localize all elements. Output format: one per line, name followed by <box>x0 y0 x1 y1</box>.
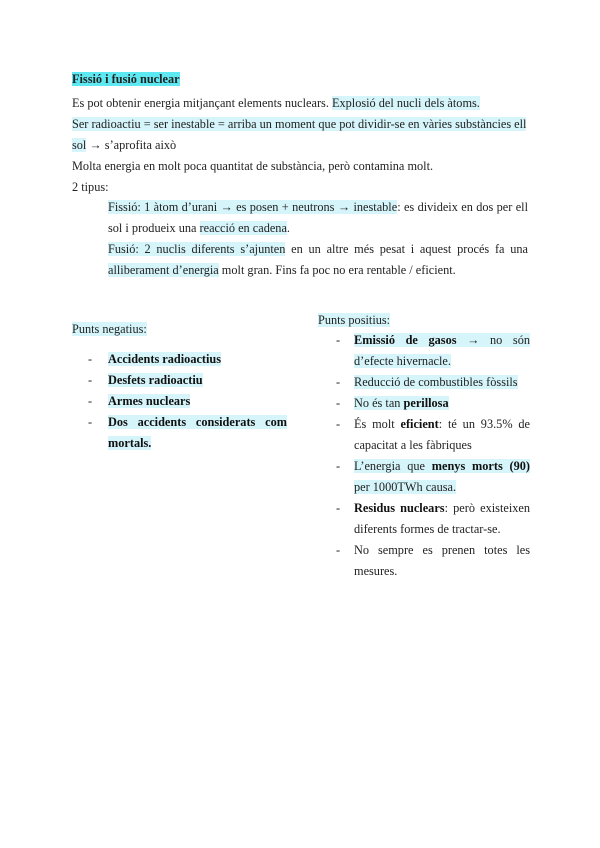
positive-points-column <box>318 313 530 582</box>
positive-points-heading: Punts positius: <box>318 313 391 327</box>
list-item: - Accidents radioactius <box>88 352 222 366</box>
list-item: - L’energia que menys morts (90) per 1000TWh causa. <box>336 459 530 494</box>
intro-line-2: Ser radioactiu = ser inestable = arriba un moment que pot dividir-se en vàries substàncies ell <box>72 117 527 131</box>
fusio-paragraph: Fusió: 2 nuclis diferents s’ajunten en un altre més pesat i aquest procés fa una alliberament d’energia molt gran. Fins fa poc no era rentable / eficient. <box>108 242 529 277</box>
list-item: - Dos accidents considerats com mortals. <box>88 415 287 450</box>
negative-points-heading: Punts negatius: <box>72 322 147 336</box>
list-item: - Reducció de combustibles fòssils <box>336 375 518 389</box>
list-item: - No és tan perillosa <box>336 396 449 410</box>
positive-points-list <box>318 330 530 582</box>
types-label: 2 tipus: <box>72 180 109 194</box>
list-item: - Emissió de gasos → no són d’efecte hivernacle. <box>336 333 530 368</box>
negative-points-list <box>72 349 287 454</box>
list-item: - Residus nuclears: però existeixen diferents formes de tractar-se. <box>336 501 530 536</box>
document-title: Fissió i fusió nuclear <box>72 72 180 86</box>
fissio-paragraph: Fissió: 1 àtom d’urani → es posen + neutrons → inestable: es divideix en dos per ell sol i produeix una reacció en cadena. <box>108 200 528 235</box>
intro-line-3: sol → s’aprofita això <box>72 138 177 152</box>
list-item: - No sempre es prenen totes les mesures. <box>336 543 530 578</box>
intro-line-1: Es pot obtenir energia mitjançant elements nuclears. Explosió del nucli dels àtoms. <box>72 96 480 110</box>
list-item: - Desfets radioactiu <box>88 373 203 387</box>
list-item: - És molt eficient: té un 93.5% de capacitat a les fàbriques <box>336 417 530 452</box>
negative-points-column <box>72 322 287 454</box>
intro-line-4: Molta energia en molt poca quantitat de substància, però contamina molt. <box>72 159 434 173</box>
list-item: - Armes nuclears <box>88 394 191 408</box>
